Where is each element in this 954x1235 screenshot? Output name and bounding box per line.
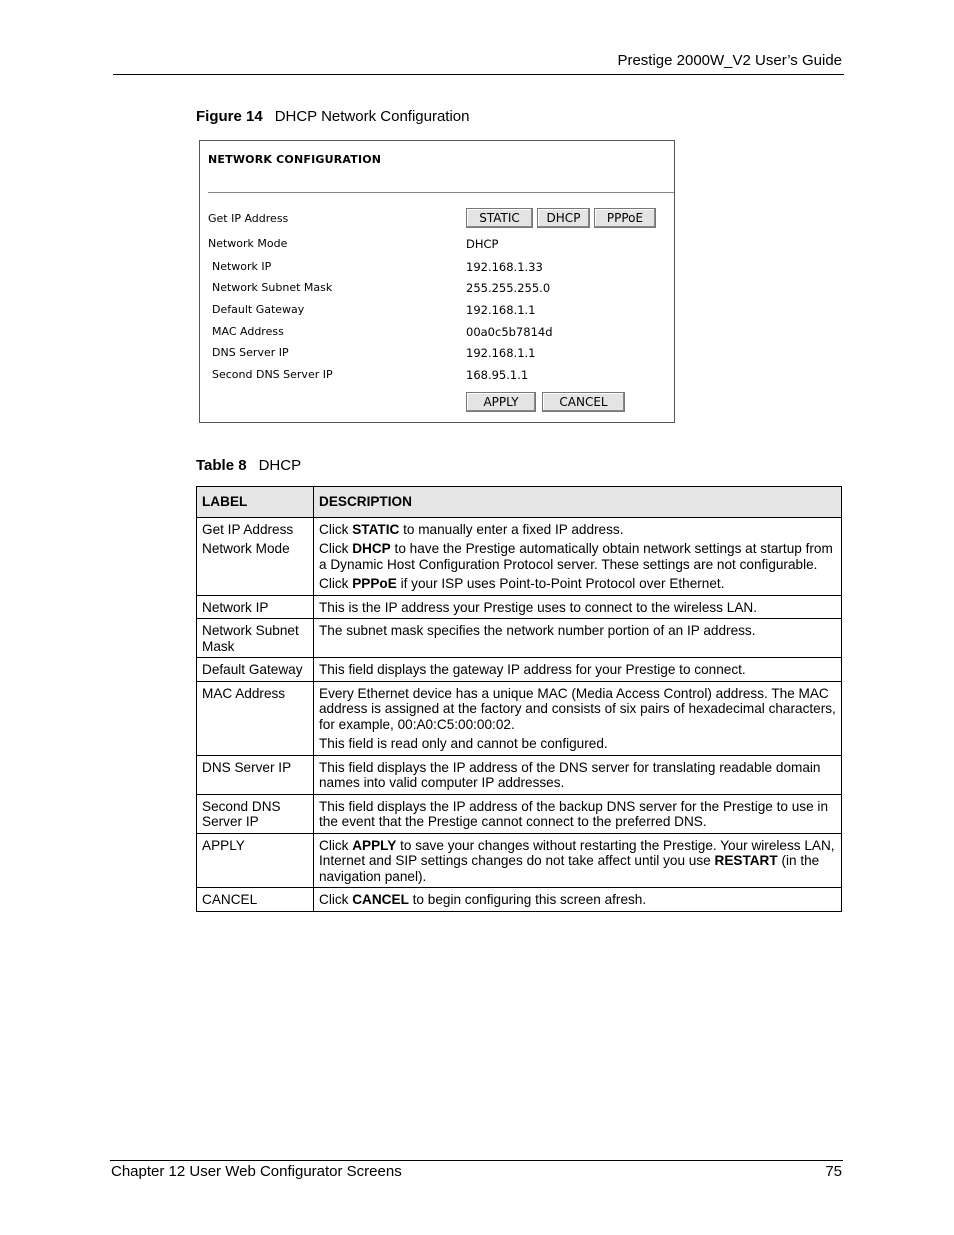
mac-label: MAC Address [212,325,284,338]
table-title: DHCP [258,457,302,474]
description-cell: This is the IP address your Prestige uses to connect to the wireless LAN. [314,595,842,619]
network-mode-value: DHCP [466,237,499,251]
dhcp-button[interactable]: DHCP [537,208,590,228]
description-cell: The subnet mask specifies the network number portion of an IP address. [314,619,842,658]
label-cell: APPLY [197,833,314,888]
description-paragraph: This field is read only and cannot be configured. [319,736,608,751]
description-paragraph: Click PPPoE if your ISP uses Point-to-Point Protocol over Ethernet. [319,576,725,591]
label-cell: CANCEL [197,888,314,912]
network-ip-value: 192.168.1.33 [466,260,543,274]
table-row [197,755,842,794]
description-paragraph: Click DHCP to have the Prestige automatically obtain network settings at startup from a Dynamic Host Configuration Protocol server. These settings are not configurable. [319,541,833,572]
running-header: Prestige 2000W_V2 User’s Guide [617,52,842,69]
gateway-value: 192.168.1.1 [466,303,536,317]
description-cell [314,681,842,755]
dhcp-table [196,486,842,912]
footer-rule [110,1160,843,1161]
table-row [197,619,842,658]
description-cell: Click CANCEL to begin configuring this screen afresh. [314,888,842,912]
table-number: Table 8 [196,457,247,474]
figure-caption [196,108,470,125]
label-cell: DNS Server IP [197,755,314,794]
description-cell [314,517,842,595]
figure-number: Figure 14 [196,108,263,125]
cancel-button[interactable]: CANCEL [542,392,625,412]
network-mode-label: Network Mode [208,237,288,250]
label-cell: Default Gateway [197,658,314,682]
label-cell: MAC Address [197,681,314,755]
description-cell: Click APPLY to save your changes without restarting the Prestige. Your wireless LAN, Internet and SIP settings changes do not take affect until you use RESTART (in the navigation panel). [314,833,842,888]
apply-button[interactable]: APPLY [466,392,536,412]
dns2-value: 168.95.1.1 [466,368,529,382]
table-row [197,794,842,833]
dns-value: 192.168.1.1 [466,346,536,360]
dns-label: DNS Server IP [212,346,289,359]
label-cell [197,517,314,595]
static-button[interactable]: STATIC [466,208,533,228]
footer-chapter: Chapter 12 User Web Configurator Screens [111,1163,402,1180]
table-caption [196,457,301,474]
table-row [197,681,842,755]
label-cell: Network Subnet Mask [197,619,314,658]
description-paragraph: Every Ethernet device has a unique MAC (Media Access Control) address. The MAC address is assigned at the factory and consists of six pairs of hexadecimal characters, for example, 00:A0:C5:00:00:02. [319,685,836,732]
label-text: Get IP Address [202,521,294,537]
page-number: 75 [825,1163,842,1180]
header-rule [113,74,844,75]
label-cell: Network IP [197,595,314,619]
label-header: LABEL [197,487,314,518]
table-row [197,888,842,912]
network-configuration-screenshot [199,140,675,423]
table-header-row [197,487,842,518]
panel-title: NETWORK CONFIGURATION [208,153,382,166]
description-header: DESCRIPTION [314,487,842,518]
get-ip-label: Get IP Address [208,212,289,225]
mac-value: 00a0c5b7814d [466,325,553,339]
description-paragraph: Click STATIC to manually enter a fixed IP address. [319,521,624,537]
table-row [197,595,842,619]
panel-divider [208,192,674,193]
table-row [197,517,842,595]
table-row [197,833,842,888]
description-cell: This field displays the gateway IP address for your Prestige to connect. [314,658,842,682]
label-text: Network Mode [202,541,290,556]
table-row [197,658,842,682]
figure-title: DHCP Network Configuration [274,108,470,125]
subnet-mask-label: Network Subnet Mask [212,281,333,294]
pppoe-button[interactable]: PPPoE [594,208,656,228]
network-ip-label: Network IP [212,260,272,273]
description-cell: This field displays the IP address of the backup DNS server for the Prestige to use in the event that the Prestige cannot connect to the preferred DNS. [314,794,842,833]
subnet-mask-value: 255.255.255.0 [466,281,551,295]
description-cell: This field displays the IP address of the DNS server for translating readable domain names into valid computer IP addresses. [314,755,842,794]
label-cell: Second DNS Server IP [197,794,314,833]
gateway-label: Default Gateway [212,303,305,316]
dns2-label: Second DNS Server IP [212,368,333,381]
